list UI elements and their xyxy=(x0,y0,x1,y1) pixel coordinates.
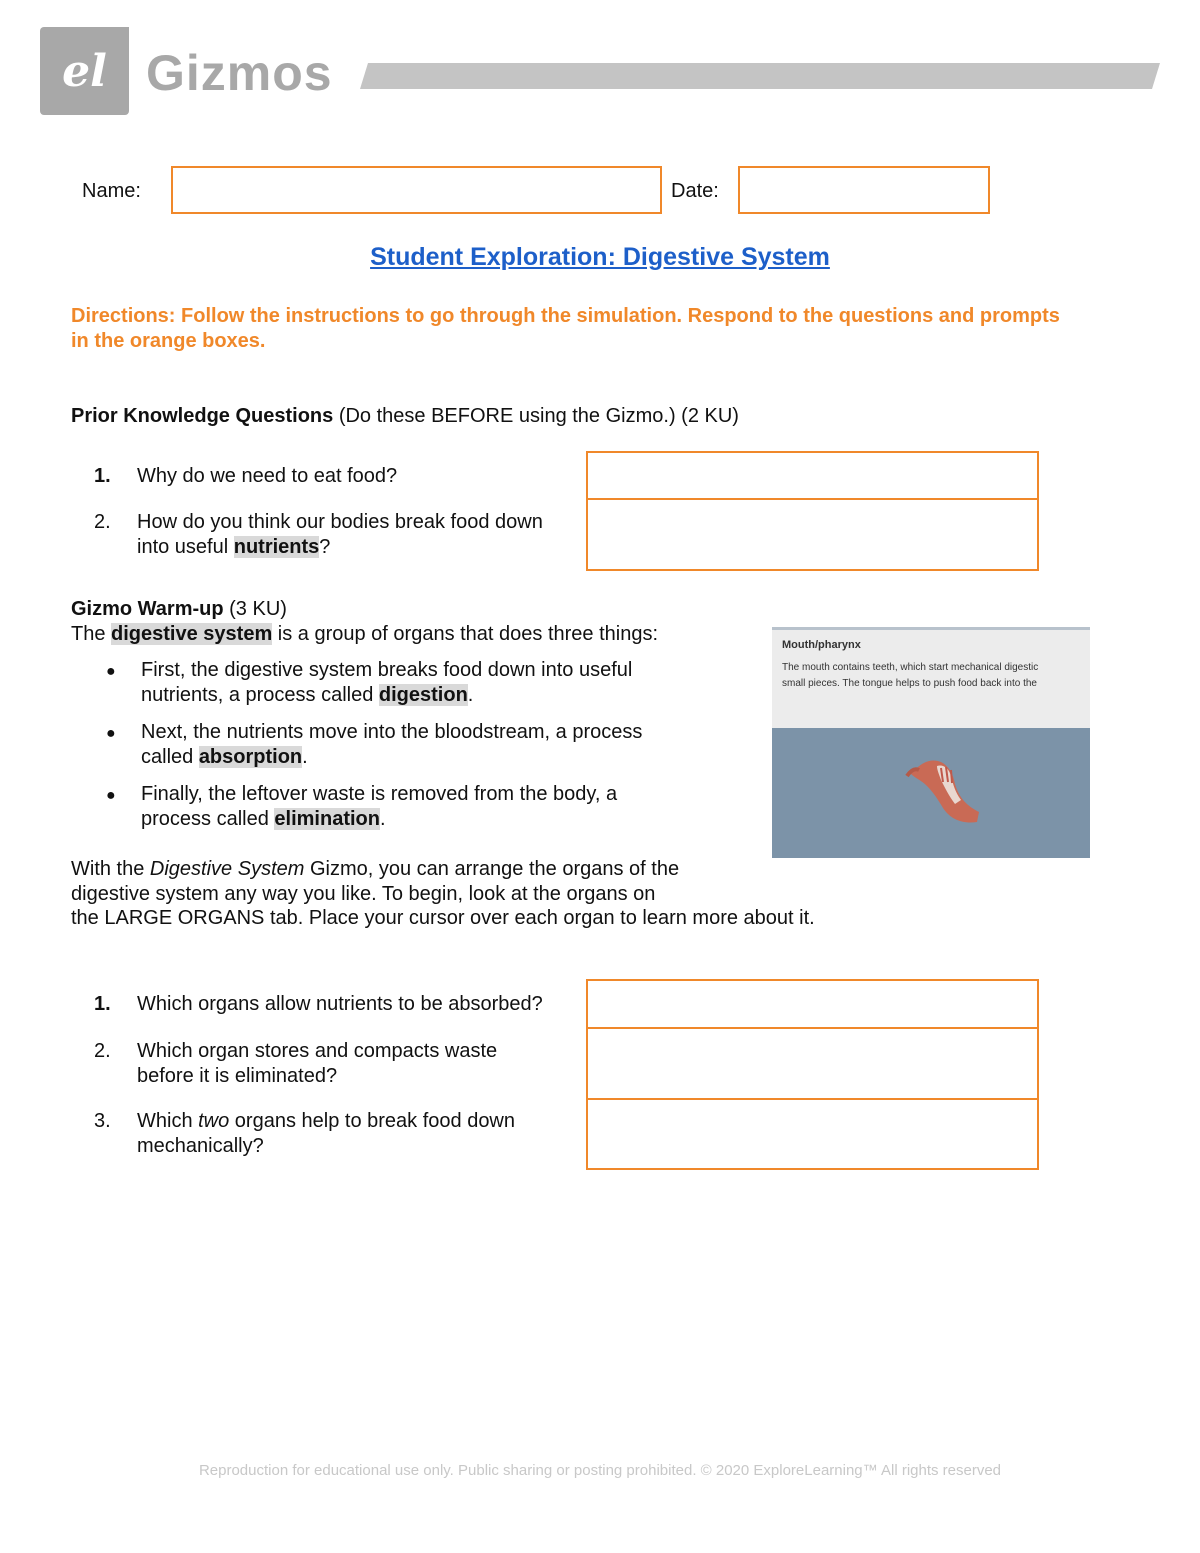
wu-q3-answer-box[interactable] xyxy=(588,1100,1037,1167)
pk-q1-text: Why do we need to eat food? xyxy=(137,465,398,487)
page-title: Student Exploration: Digestive System xyxy=(370,243,830,271)
mouth-pharynx-illustration xyxy=(897,752,987,832)
pk-q2-line1: How do you think our bodies break food down xyxy=(137,511,543,533)
warmup-para-line3: the LARGE ORGANS tab. Place your cursor over each organ to learn more about it. xyxy=(71,907,815,929)
prior-knowledge-heading: Prior Knowledge Questions xyxy=(71,405,334,427)
screenshot-info-panel xyxy=(772,627,1090,728)
screenshot-text xyxy=(782,660,1090,692)
term-absorption: absorption xyxy=(198,746,303,768)
term-digestive-system: digestive system xyxy=(111,623,273,645)
name-field[interactable] xyxy=(171,166,662,214)
pk-q2-answer-box[interactable] xyxy=(588,500,1037,568)
pk-q1-answer-box[interactable] xyxy=(588,453,1037,500)
screenshot-title: Mouth/pharynx xyxy=(782,639,861,651)
bullet3-line1: Finally, the leftover waste is removed from the body, a xyxy=(141,783,618,805)
gizmo-screenshot xyxy=(772,627,1090,858)
prior-knowledge-heading-row xyxy=(71,404,739,429)
pk-q2-line2 xyxy=(137,535,330,560)
logo-glyph: el xyxy=(62,45,107,97)
warmup-para-line2: digestive system any way you like. To begin, look at the organs on xyxy=(71,883,656,905)
bullet-icon: ● xyxy=(106,787,116,804)
term-nutrients: nutrients xyxy=(233,536,320,558)
date-field[interactable] xyxy=(738,166,990,214)
bullet2-post: . xyxy=(302,746,308,768)
warmup-para-line1 xyxy=(71,857,679,882)
para-gizmo-name: Digestive System xyxy=(149,858,305,880)
para-line1-post: Gizmo, you can arrange the organs of the xyxy=(304,858,680,880)
wu-q3-line2: mechanically? xyxy=(137,1135,264,1157)
wu-q1-answer-box[interactable] xyxy=(588,981,1037,1029)
screenshot-line1: The mouth contains teeth, which start mechanical digestic xyxy=(782,662,1039,673)
warmup-note: (3 KU) xyxy=(223,598,287,620)
bullet2-line2 xyxy=(141,745,308,770)
warmup-intro-pre: The xyxy=(71,623,112,645)
wu-q3-line1-pre: Which xyxy=(137,1110,199,1132)
copyright-footer: Reproduction for educational use only. Public sharing or posting prohibited. © 2020 ExploreLearning™ All rights reserved xyxy=(198,1462,1002,1479)
wu-q2-answer-box[interactable] xyxy=(588,1029,1037,1100)
warmup-intro xyxy=(71,622,658,647)
warmup-intro-post: is a group of organs that does three things: xyxy=(272,623,659,645)
wu-q3-number: 3. xyxy=(94,1110,111,1132)
bullet-icon: ● xyxy=(106,725,116,742)
prior-knowledge-answer-grid xyxy=(586,451,1039,571)
wu-q2-number: 2. xyxy=(94,1040,111,1062)
bullet1-post: . xyxy=(467,684,474,706)
explorelearning-logo xyxy=(40,27,129,115)
header-bar xyxy=(360,63,1160,89)
wu-q2-line2: before it is eliminated? xyxy=(137,1065,338,1087)
wu-q3-line1-post: organs help to break food down xyxy=(229,1110,516,1132)
pk-q2-number: 2. xyxy=(94,511,111,533)
pk-q2-line2-post: ? xyxy=(319,536,331,558)
wu-q3-line1 xyxy=(137,1109,515,1134)
wu-q3-italic: two xyxy=(198,1110,230,1132)
prior-knowledge-note: (Do these BEFORE using the Gizmo.) (2 KU) xyxy=(333,405,739,427)
wu-q1-text: Which organs allow nutrients to be absorbed? xyxy=(137,993,543,1015)
pk-q1-number: 1. xyxy=(94,465,111,487)
bullet3-post: . xyxy=(379,808,386,830)
wu-q1-number: 1. xyxy=(94,993,111,1015)
screenshot-line2: small pieces. The tongue helps to push food back into the xyxy=(782,678,1037,689)
term-elimination: elimination xyxy=(274,808,380,830)
para-line1-pre: With the xyxy=(71,858,150,880)
bullet2-line1: Next, the nutrients move into the bloodstream, a process xyxy=(141,721,643,743)
warmup-heading: Gizmo Warm-up xyxy=(71,598,224,620)
bullet3-line2-pre: process called xyxy=(141,808,275,830)
bullet2-line2-pre: called xyxy=(141,746,199,768)
bullet-icon: ● xyxy=(106,663,116,680)
bullet1-line2-pre: nutrients, a process called xyxy=(141,684,379,706)
bullet1-line2 xyxy=(141,683,473,708)
warmup-answer-grid xyxy=(586,979,1039,1170)
warmup-heading-row xyxy=(71,597,287,622)
bullet3-line2 xyxy=(141,807,386,832)
term-digestion: digestion xyxy=(378,684,468,706)
wu-q2-line1: Which organ stores and compacts waste xyxy=(137,1040,498,1062)
date-label: Date: xyxy=(671,180,719,202)
bullet1-line1: First, the digestive system breaks food down into useful xyxy=(141,659,633,681)
name-label: Name: xyxy=(82,180,141,202)
gizmos-brand: Gizmos xyxy=(146,45,333,101)
directions: Directions: Follow the instructions to go through the simulation. Respond to the questions and prompts in the orange boxes. xyxy=(71,305,1060,352)
pk-q2-line2-pre: into useful xyxy=(137,536,234,558)
